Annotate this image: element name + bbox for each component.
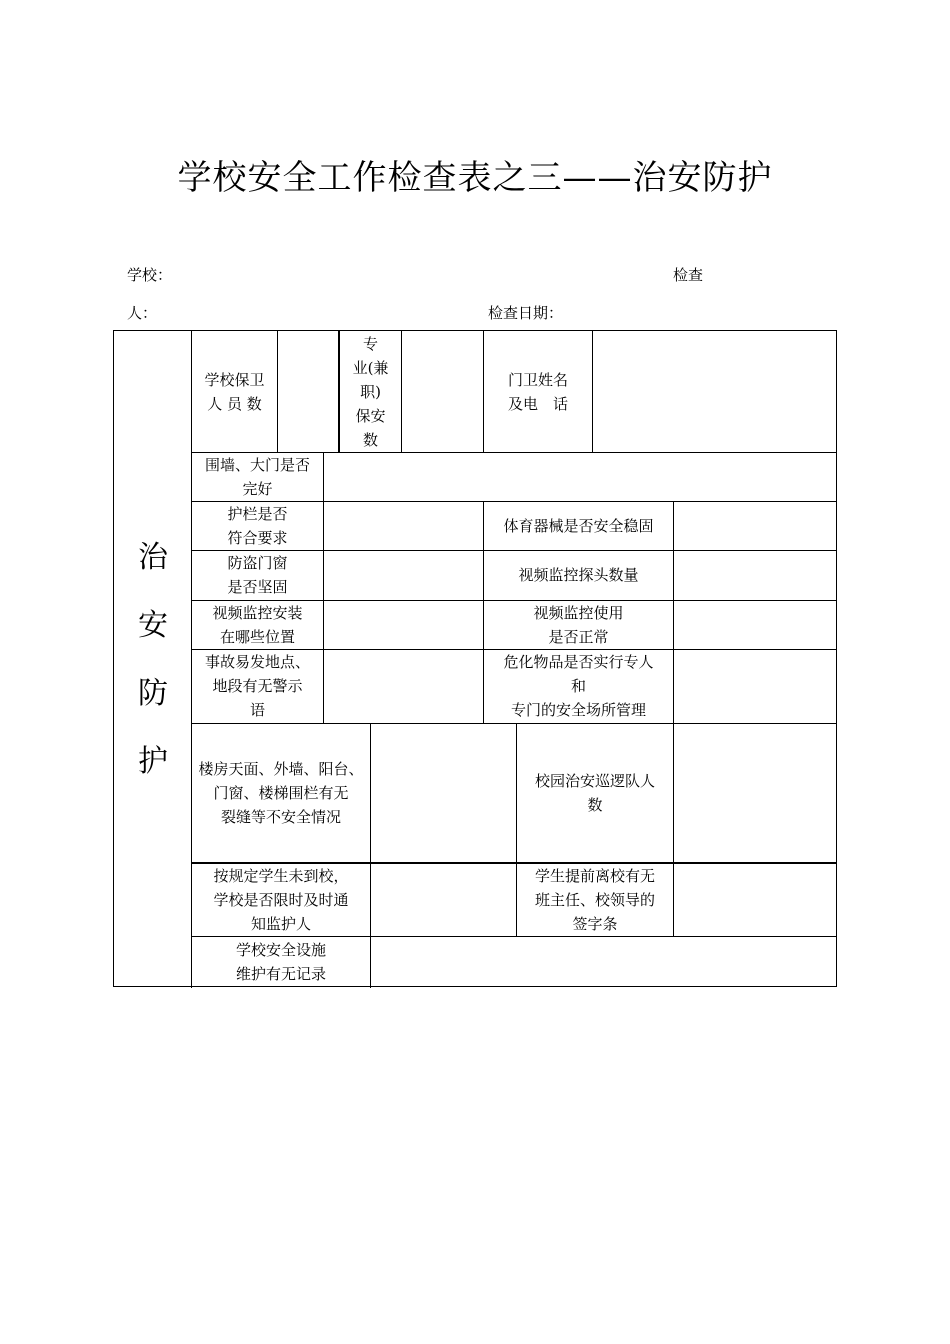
- label-wall-gate-intact: 围墙、大门是否 完好: [204, 455, 310, 498]
- field-gatekeeper-name-phone[interactable]: [593, 331, 837, 452]
- inspector-label-part1: 检查: [673, 266, 704, 284]
- label-gatekeeper-name-phone: 门卫姓名 及电 话: [507, 370, 568, 413]
- field-professional-guard-count[interactable]: [402, 331, 483, 452]
- field-sports-equipment-stable[interactable]: [674, 501, 837, 550]
- field-camera-locations[interactable]: [324, 600, 483, 649]
- field-early-leave-signature[interactable]: [674, 864, 837, 936]
- inspection-date-label: 检查日期：: [488, 304, 564, 322]
- label-early-leave-signature: 学生提前离校有无 班主任、校领导的 签字条: [534, 867, 655, 933]
- label-security-staff-count: 学校保卫 人 员 数: [204, 370, 265, 413]
- label-building-cracks: 楼房天面、外墙、阳台、 门窗、楼梯围栏有无 裂缝等不安全情况: [198, 759, 364, 826]
- label-patrol-team-size: 校园治安巡逻队人 数: [534, 771, 655, 814]
- category-char: 防: [138, 675, 168, 711]
- document-title: 学校安全工作检查表之三——治安防护: [177, 158, 773, 198]
- label-absence-guardian-notice: 按规定学生未到校， 学校是否限时及时通 知监护人: [213, 867, 349, 933]
- field-camera-count[interactable]: [674, 550, 837, 600]
- field-facility-maintenance-record[interactable]: [371, 937, 837, 987]
- label-hazardous-materials-management: 危化物品是否实行专人 和 专门的安全场所管理: [503, 653, 654, 719]
- field-railing-compliance[interactable]: [324, 501, 483, 550]
- field-security-staff-count[interactable]: [278, 331, 338, 452]
- label-accident-warning-signs: 事故易发地点、 地段有无警示 语: [204, 653, 310, 719]
- field-hazardous-materials-management[interactable]: [674, 649, 837, 723]
- inspection-form-table: [113, 330, 837, 987]
- label-camera-locations: 视频监控安装 在哪些位置: [212, 603, 303, 646]
- field-camera-working[interactable]: [674, 600, 837, 649]
- label-camera-count: 视频监控探头数量: [518, 566, 639, 584]
- label-sports-equipment-stable: 体育器械是否安全稳固: [503, 516, 654, 535]
- label-security-doors-windows: 防盗门窗 是否坚固: [227, 554, 288, 596]
- school-label: 学校：: [127, 266, 173, 284]
- label-facility-maintenance-record: 学校安全设施 维护有无记录: [235, 941, 326, 983]
- label-railing-compliance: 护栏是否 符合要求: [227, 504, 288, 547]
- field-patrol-team-size[interactable]: [674, 723, 837, 862]
- field-building-cracks[interactable]: [371, 723, 516, 862]
- category-char: 安: [138, 607, 168, 643]
- field-wall-gate-intact[interactable]: [324, 452, 837, 501]
- category-column: [114, 331, 192, 988]
- category-char: 护: [138, 743, 168, 779]
- field-accident-warning-signs[interactable]: [324, 649, 483, 723]
- field-absence-guardian-notice[interactable]: [371, 864, 516, 936]
- inspector-label-part2: 人：: [127, 304, 158, 322]
- label-camera-working: 视频监控使用 是否正常: [533, 603, 624, 646]
- category-char: 治: [138, 539, 168, 575]
- label-professional-guard-count: 专 业(兼 职) 保安 数: [352, 334, 389, 449]
- field-security-doors-windows[interactable]: [324, 550, 483, 600]
